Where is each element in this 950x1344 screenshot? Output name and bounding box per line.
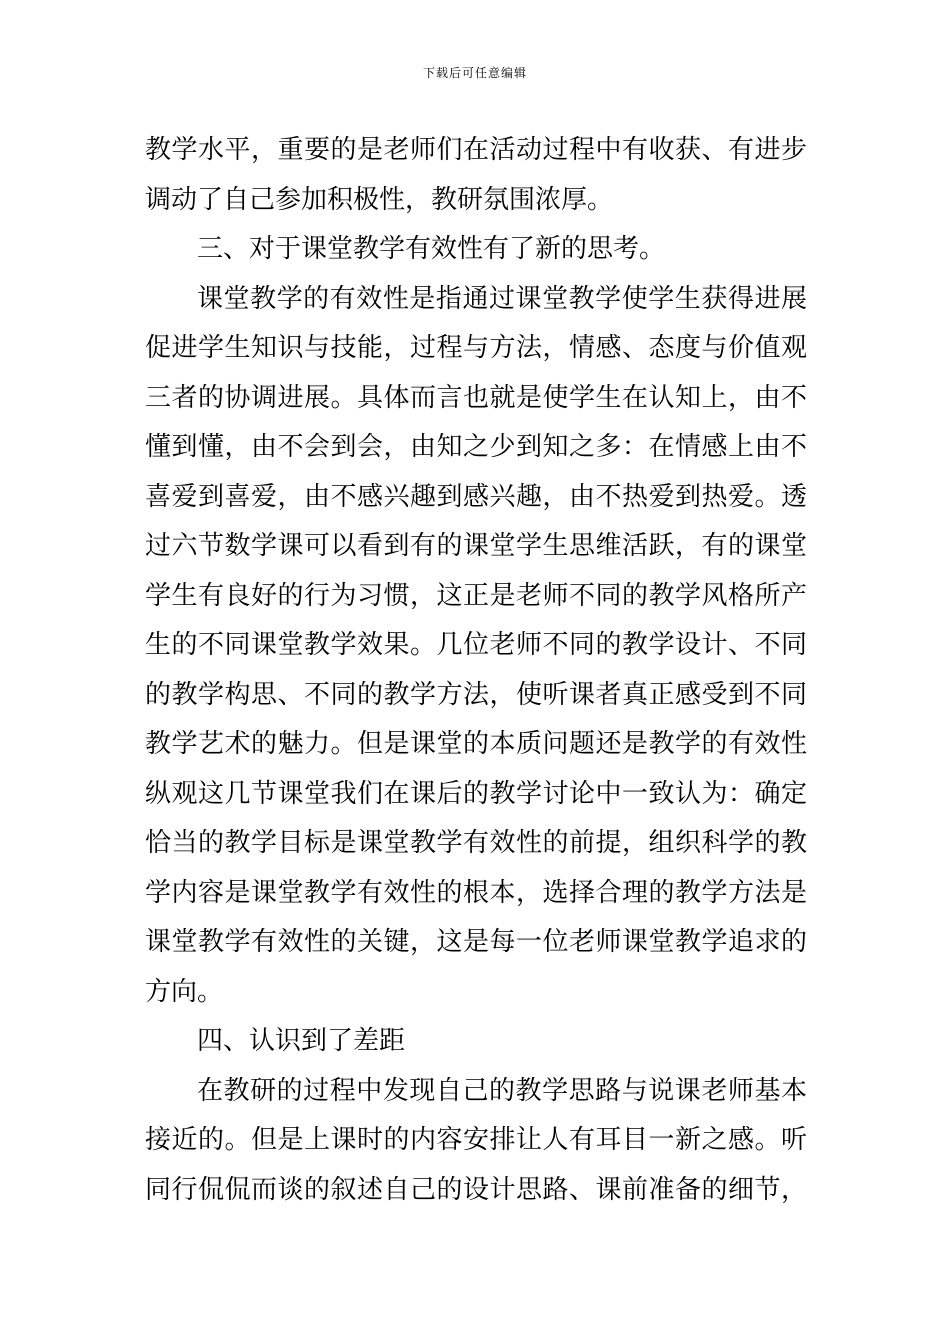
text-line: 促进学生知识与技能，过程与方法，情感、态度与价值观: [145, 333, 807, 363]
text-line: 接近的。但是上课时的内容安排让人有耳目一新之感。听: [145, 1125, 807, 1155]
text-line: 三者的协调进展。具体而言也就是使学生在认知上，由不: [145, 382, 807, 413]
text-line: 懂到懂，由不会到会，由知之少到知之多：在情感上由不: [145, 432, 807, 462]
document-body: [145, 126, 807, 1215]
text-line: 恰当的教学目标是课堂教学有效性的前提，组织科学的教: [145, 828, 807, 858]
text-line: 在教研的过程中发现自己的教学思路与说课老师基本: [197, 1075, 807, 1106]
text-line: 方向。: [145, 976, 224, 1007]
text-line: 同行侃侃而谈的叙述自己的设计思路、课前准备的细节，: [145, 1174, 807, 1205]
text-line: 学内容是课堂教学有效性的根本，选择合理的教学方法是: [145, 877, 807, 908]
section-heading: 四、认识到了差距: [197, 1026, 406, 1056]
page-header: 下载后可任意编辑: [422, 66, 527, 80]
text-line: 调动了自己参加积极性，教研氛围浓厚。: [145, 184, 614, 215]
text-line: 课堂教学的有效性是指通过课堂教学使学生获得进展: [197, 283, 807, 314]
text-line: 学生有良好的行为习惯，这正是老师不同的教学风格所产: [145, 580, 807, 611]
text-line: 生的不同课堂教学效果。几位老师不同的教学设计、不同: [145, 630, 807, 660]
text-line: 喜爱到喜爱，由不感兴趣到感兴趣，由不热爱到热爱。透: [145, 481, 807, 512]
text-line: 教学艺术的魅力。但是课堂的本质问题还是教学的有效性: [145, 729, 807, 759]
text-line: 教学水平，重要的是老师们在活动过程中有收获、有进步: [145, 135, 807, 165]
text-line: 课堂教学有效性的关键，这是每一位老师课堂教学追求的: [145, 927, 807, 957]
text-line: 纵观这几节课堂我们在课后的教学讨论中一致认为：确定: [145, 778, 807, 809]
text-line: 过六节数学课可以看到有的课堂学生思维活跃，有的课堂: [145, 531, 807, 561]
text-line: 的教学构思、不同的教学方法，使听课者真正感受到不同: [145, 679, 807, 710]
section-heading: 三、对于课堂教学有效性有了新的思考。: [197, 234, 666, 264]
